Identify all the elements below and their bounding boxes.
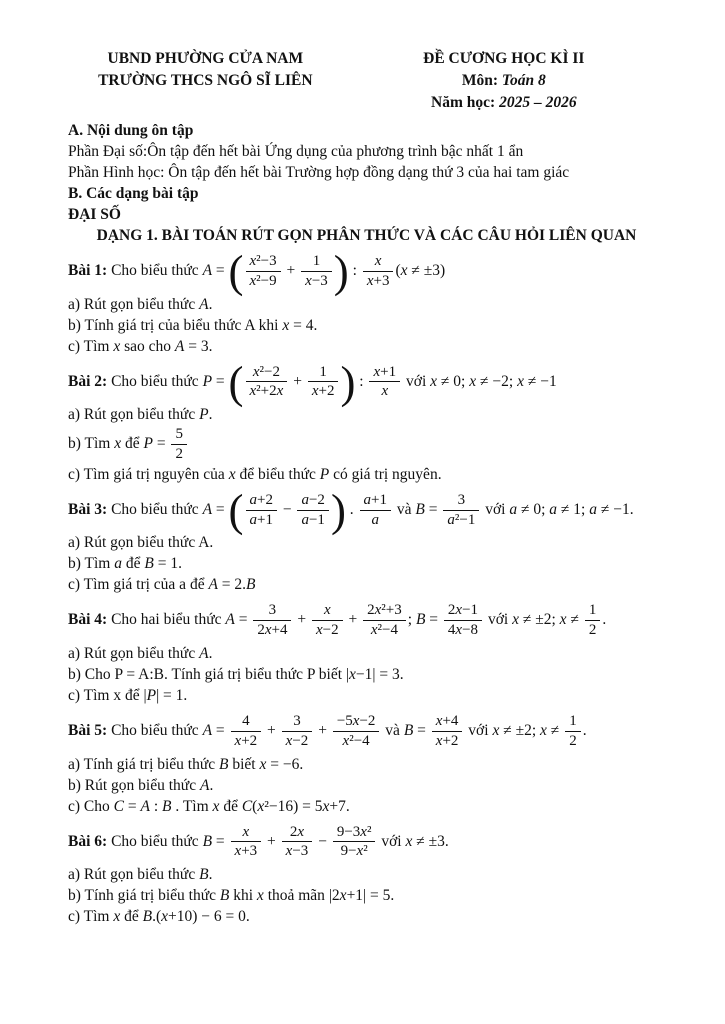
fraction: $\frac{1}{x-3}$ — [301, 253, 332, 290]
fraction: $\frac{3}{2x+4}$ — [253, 602, 291, 639]
text-run: c) Tìm — [68, 337, 114, 355]
text-run: Cho biểu thức — [107, 832, 203, 850]
text-run: B — [219, 755, 229, 773]
year-value: 2025 – 2026 — [499, 94, 577, 111]
problem-4 — [68, 601, 665, 706]
text-run: a) Rút gọn biểu thức — [68, 295, 200, 313]
year-label: Năm học: — [431, 94, 500, 111]
text-run: c) Tìm — [68, 908, 114, 926]
text-run: c) Cho — [68, 797, 114, 815]
text-run: có giá trị nguyên. — [329, 465, 442, 483]
fraction: $\frac{3}{x-2}$ — [282, 713, 313, 750]
problem-label: Bài 6: — [68, 832, 108, 850]
text-run: a) Rút gọn biểu thức — [68, 866, 200, 884]
fraction: $\frac{x}{x+3}$ — [231, 824, 262, 861]
text-run: b) Tìm — [68, 555, 115, 573]
text-run: A = 3. — [174, 337, 213, 355]
fraction: $\frac{a+1}{a}$ — [360, 492, 391, 529]
problem-1 — [68, 245, 665, 357]
text-run: với — [377, 832, 406, 850]
text-run: thoả mãn — [263, 887, 329, 905]
problem-1-item-b — [68, 315, 665, 336]
text-run: b) Tính giá trị của biểu thức A khi — [68, 316, 283, 334]
text-run: với — [481, 500, 510, 518]
fraction: $\frac{x+1}{x}$ — [369, 364, 400, 401]
problem-3 — [68, 484, 665, 596]
problem-label: Bài 2: — [68, 372, 108, 390]
text-run: B — [219, 887, 230, 905]
fraction: $\frac{3}{\text{a²−1}}$ — [443, 492, 479, 529]
fraction: $\frac{\text{x²−3}}{\text{x²−9}}$ — [246, 253, 281, 290]
text-run: + — [314, 721, 331, 739]
text-run: B = — [403, 721, 430, 739]
text-run: x — [113, 337, 121, 355]
text-run: P = — [202, 372, 229, 390]
text-run: x — [228, 465, 236, 483]
section-a-algebra-scope: Phần Đại số:Ôn tập đến hết bài Ứng dụng của phương trình bậc nhất 1 ẩn — [68, 143, 524, 160]
text-run: + — [263, 721, 280, 739]
text-run: − — [278, 500, 296, 518]
section-b-title: B. Các dạng bài tập — [68, 185, 199, 202]
text-run: (x ≠ ±3) — [395, 261, 446, 279]
problem-4-statement — [68, 601, 665, 640]
text-run: Cho hai biểu thức — [107, 611, 226, 629]
school-name: TRƯỜNG THCS NGÔ SĨ LIÊN — [98, 72, 313, 89]
text-run: khi — [229, 887, 257, 905]
text-run: A = 2.B — [208, 576, 256, 594]
year-line — [343, 92, 665, 114]
problem-3-statement: Bài 3: Cho biểu thức A = ( $\frac{a+2}{a+1}$ − $\frac{a-2}{a-1}$ ) . $\frac{a+1}{a}$ và B = $\frac{3}{\text{a²−1}}$ với a ≠ 0; a ≠ 1; a ≠ −1. — [68, 484, 634, 536]
problem-3-item-a — [68, 532, 665, 553]
problem-4-item-b — [68, 664, 665, 685]
text-run: b) Tìm — [68, 435, 115, 453]
text-run: P. — [199, 406, 213, 424]
text-run: a ≠ 0; a ≠ 1; a ≠ −1. — [509, 500, 634, 518]
text-run: ; B = — [407, 611, 442, 629]
text-run: |P| = 1. — [143, 686, 188, 704]
text-run: Cho biểu thức — [107, 721, 203, 739]
fraction: $\frac{1}{2}$ — [585, 602, 601, 639]
fraction: $\frac{\text{9−3x²}}{\text{9−x²}}$ — [333, 824, 376, 861]
text-run: : — [348, 261, 361, 279]
text-run: và — [381, 721, 404, 739]
text-run: A. — [199, 644, 213, 662]
text-run: |x−1| = 3. — [345, 665, 404, 683]
problem-6-item-a — [68, 864, 665, 885]
text-run: . Tìm — [171, 797, 213, 815]
text-run: x ≠ 0; x ≠ −2; x ≠ −1 — [430, 372, 557, 390]
text-run: b) Rút gọn biểu thức — [68, 776, 200, 794]
text-run: và — [393, 500, 416, 518]
text-run: P — [319, 465, 330, 483]
fraction: $\frac{4}{x+2}$ — [231, 713, 262, 750]
text-run: + — [282, 261, 300, 279]
fraction: $\frac{x+4}{x+2}$ — [432, 713, 463, 750]
problem-5-statement — [68, 712, 665, 751]
fraction: $\frac{a-2}{a-1}$ — [297, 492, 328, 529]
text-run: B = — [202, 832, 229, 850]
problem-2-statement: Bài 2: Cho biểu thức P = ( $\frac{\text{x²−2}}{\text{x²+2x}}$ + $\frac{1}{x+2}$ ) : $\frac{x+1}{x}$ với x ≠ 0; x ≠ −2; x ≠ −1 — [68, 356, 557, 408]
text-run: |2x+1| = 5. — [328, 887, 395, 905]
fraction: $\frac{2x}{x-3}$ — [282, 824, 313, 861]
fraction: $\frac{1}{2}$ — [565, 713, 581, 750]
text-run: a) Tính giá trị biểu thức — [68, 755, 220, 773]
problem-2-item-a — [68, 404, 665, 425]
text-run: a) Rút gọn biểu thức — [68, 406, 200, 424]
text-run: . — [602, 611, 607, 629]
text-run: x ≠ ±2; x ≠ — [492, 721, 564, 739]
text-run: + — [344, 611, 362, 629]
fraction: $\frac{\text{2x²+3}}{\text{x²−4}}$ — [363, 602, 406, 639]
problem-label: Bài 1: — [68, 261, 108, 279]
text-run: để — [121, 435, 144, 453]
text-run: a — [114, 555, 122, 573]
fraction: $\frac{2x-1}{4x-8}$ — [444, 602, 482, 639]
problem-label: Bài 5: — [68, 721, 108, 739]
section-a-geometry-scope: Phần Hình học: Ôn tập đến hết bài Trường hợp đồng dạng thứ 3 của hai tam giác — [68, 164, 570, 181]
text-run: C = A : B — [113, 797, 172, 815]
subject-line — [343, 70, 665, 92]
text-run: A = — [202, 261, 229, 279]
fraction: $\frac{\text{x²−2}}{\text{x²+2x}}$ — [246, 364, 288, 401]
text-run: B = 1. — [144, 555, 182, 573]
text-run: + — [263, 832, 280, 850]
text-run: B.(x+10) − 6 = 0. — [142, 908, 250, 926]
text-run: c) Tìm x để — [68, 686, 144, 704]
text-run: a) Rút gọn biểu thức — [68, 644, 200, 662]
text-run: x = −6. — [259, 755, 304, 773]
problem-2-item-c — [68, 464, 665, 485]
text-run: để — [121, 555, 145, 573]
problem-5-item-a — [68, 754, 665, 775]
document-header — [68, 48, 665, 114]
text-run: để biểu thức — [235, 465, 320, 483]
text-run: B = — [415, 500, 442, 518]
fraction: $\frac{x}{x-2}$ — [312, 602, 343, 639]
text-run: a) Rút gọn biểu thức A. — [68, 534, 214, 552]
text-run: để — [120, 908, 143, 926]
problem-2-item-b — [68, 425, 665, 464]
text-run: P = — [143, 435, 170, 453]
fraction: $\frac{5}{2}$ — [171, 426, 187, 463]
subject-label: Môn: — [461, 72, 502, 89]
text-run: với — [402, 372, 431, 390]
text-run: x — [256, 887, 264, 905]
problem-4-item-c — [68, 685, 665, 706]
problem-1-statement: Bài 1: Cho biểu thức A = ( $\frac{\text{x²−3}}{\text{x²−9}}$ + $\frac{1}{x-3}$ ) : $\frac{x}{x+3}$ (x ≠ ±3) — [68, 245, 446, 297]
text-run: để — [219, 797, 242, 815]
text-run: A. — [199, 776, 214, 794]
text-run: b) Cho P = A:B. Tính giá trị biểu thức P biết — [68, 665, 346, 683]
text-run: A = — [225, 611, 252, 629]
text-run: B. — [199, 866, 213, 884]
text-run: x = 4. — [282, 316, 318, 334]
text-run: : — [355, 372, 368, 390]
section-a-title: A. Nội dung ôn tập — [68, 122, 194, 139]
subject-value: Toán 8 — [501, 72, 546, 89]
problem-5 — [68, 712, 665, 817]
text-run: C(x²−16) = 5x+7. — [241, 797, 350, 815]
doc-title: ĐỀ CƯƠNG HỌC KÌ II — [423, 50, 585, 67]
text-run: + — [289, 372, 306, 390]
org-name: UBND PHƯỜNG CỬA NAM — [107, 50, 304, 67]
text-run: biết — [228, 755, 260, 773]
text-run: Cho biểu thức — [107, 261, 203, 279]
text-run: c) Tìm giá trị nguyên của — [68, 465, 229, 483]
algebra-heading: ĐẠI SỐ — [68, 206, 121, 223]
text-run: x — [212, 797, 220, 815]
problem-5-item-b — [68, 775, 665, 796]
text-run: b) Tính giá trị biểu thức — [68, 887, 220, 905]
text-run: x ≠ ±3. — [405, 832, 449, 850]
fraction: $\frac{a+2}{a+1}$ — [246, 492, 277, 529]
header-right-block — [343, 48, 665, 114]
text-run: với — [484, 611, 513, 629]
fraction: $\frac{x}{x+3}$ — [363, 253, 394, 290]
text-run: c) Tìm giá trị của a để — [68, 576, 209, 594]
text-run: với — [464, 721, 493, 739]
text-run: x — [114, 435, 122, 453]
problem-6-item-c — [68, 906, 665, 927]
text-run: − — [314, 832, 331, 850]
text-run: . — [345, 500, 358, 518]
fraction: $\frac{1}{x+2}$ — [308, 364, 339, 401]
text-run: A = — [202, 721, 229, 739]
problem-5-item-c — [68, 796, 665, 817]
problem-6-statement — [68, 823, 665, 862]
text-run: Cho biểu thức — [107, 372, 203, 390]
problem-6-item-b — [68, 885, 665, 906]
text-run: + — [293, 611, 310, 629]
fraction: $\frac{-5x-2}{\text{x²−4}}$ — [333, 713, 380, 750]
problem-1-item-c — [68, 336, 665, 357]
problem-4-item-a — [68, 643, 665, 664]
dang1-heading: DẠNG 1. BÀI TOÁN RÚT GỌN PHÂN THỨC VÀ CÁC CÂU HỎI LIÊN QUAN — [96, 227, 637, 244]
problem-label: Bài 4: — [68, 611, 108, 629]
text-run: . — [582, 721, 587, 739]
problem-6 — [68, 823, 665, 928]
problem-3-item-c — [68, 574, 665, 595]
text-run: A = — [202, 500, 229, 518]
problem-2 — [68, 356, 665, 485]
problem-3-item-b — [68, 553, 665, 574]
text-run: Cho biểu thức — [107, 500, 203, 518]
text-run: x ≠ ±2; x ≠ — [512, 611, 583, 629]
text-run: A. — [199, 295, 213, 313]
text-run: sao cho — [120, 337, 175, 355]
text-run: x — [113, 908, 121, 926]
header-left-block — [68, 48, 343, 114]
problem-1-item-a — [68, 294, 665, 315]
problem-label: Bài 3: — [68, 500, 108, 518]
